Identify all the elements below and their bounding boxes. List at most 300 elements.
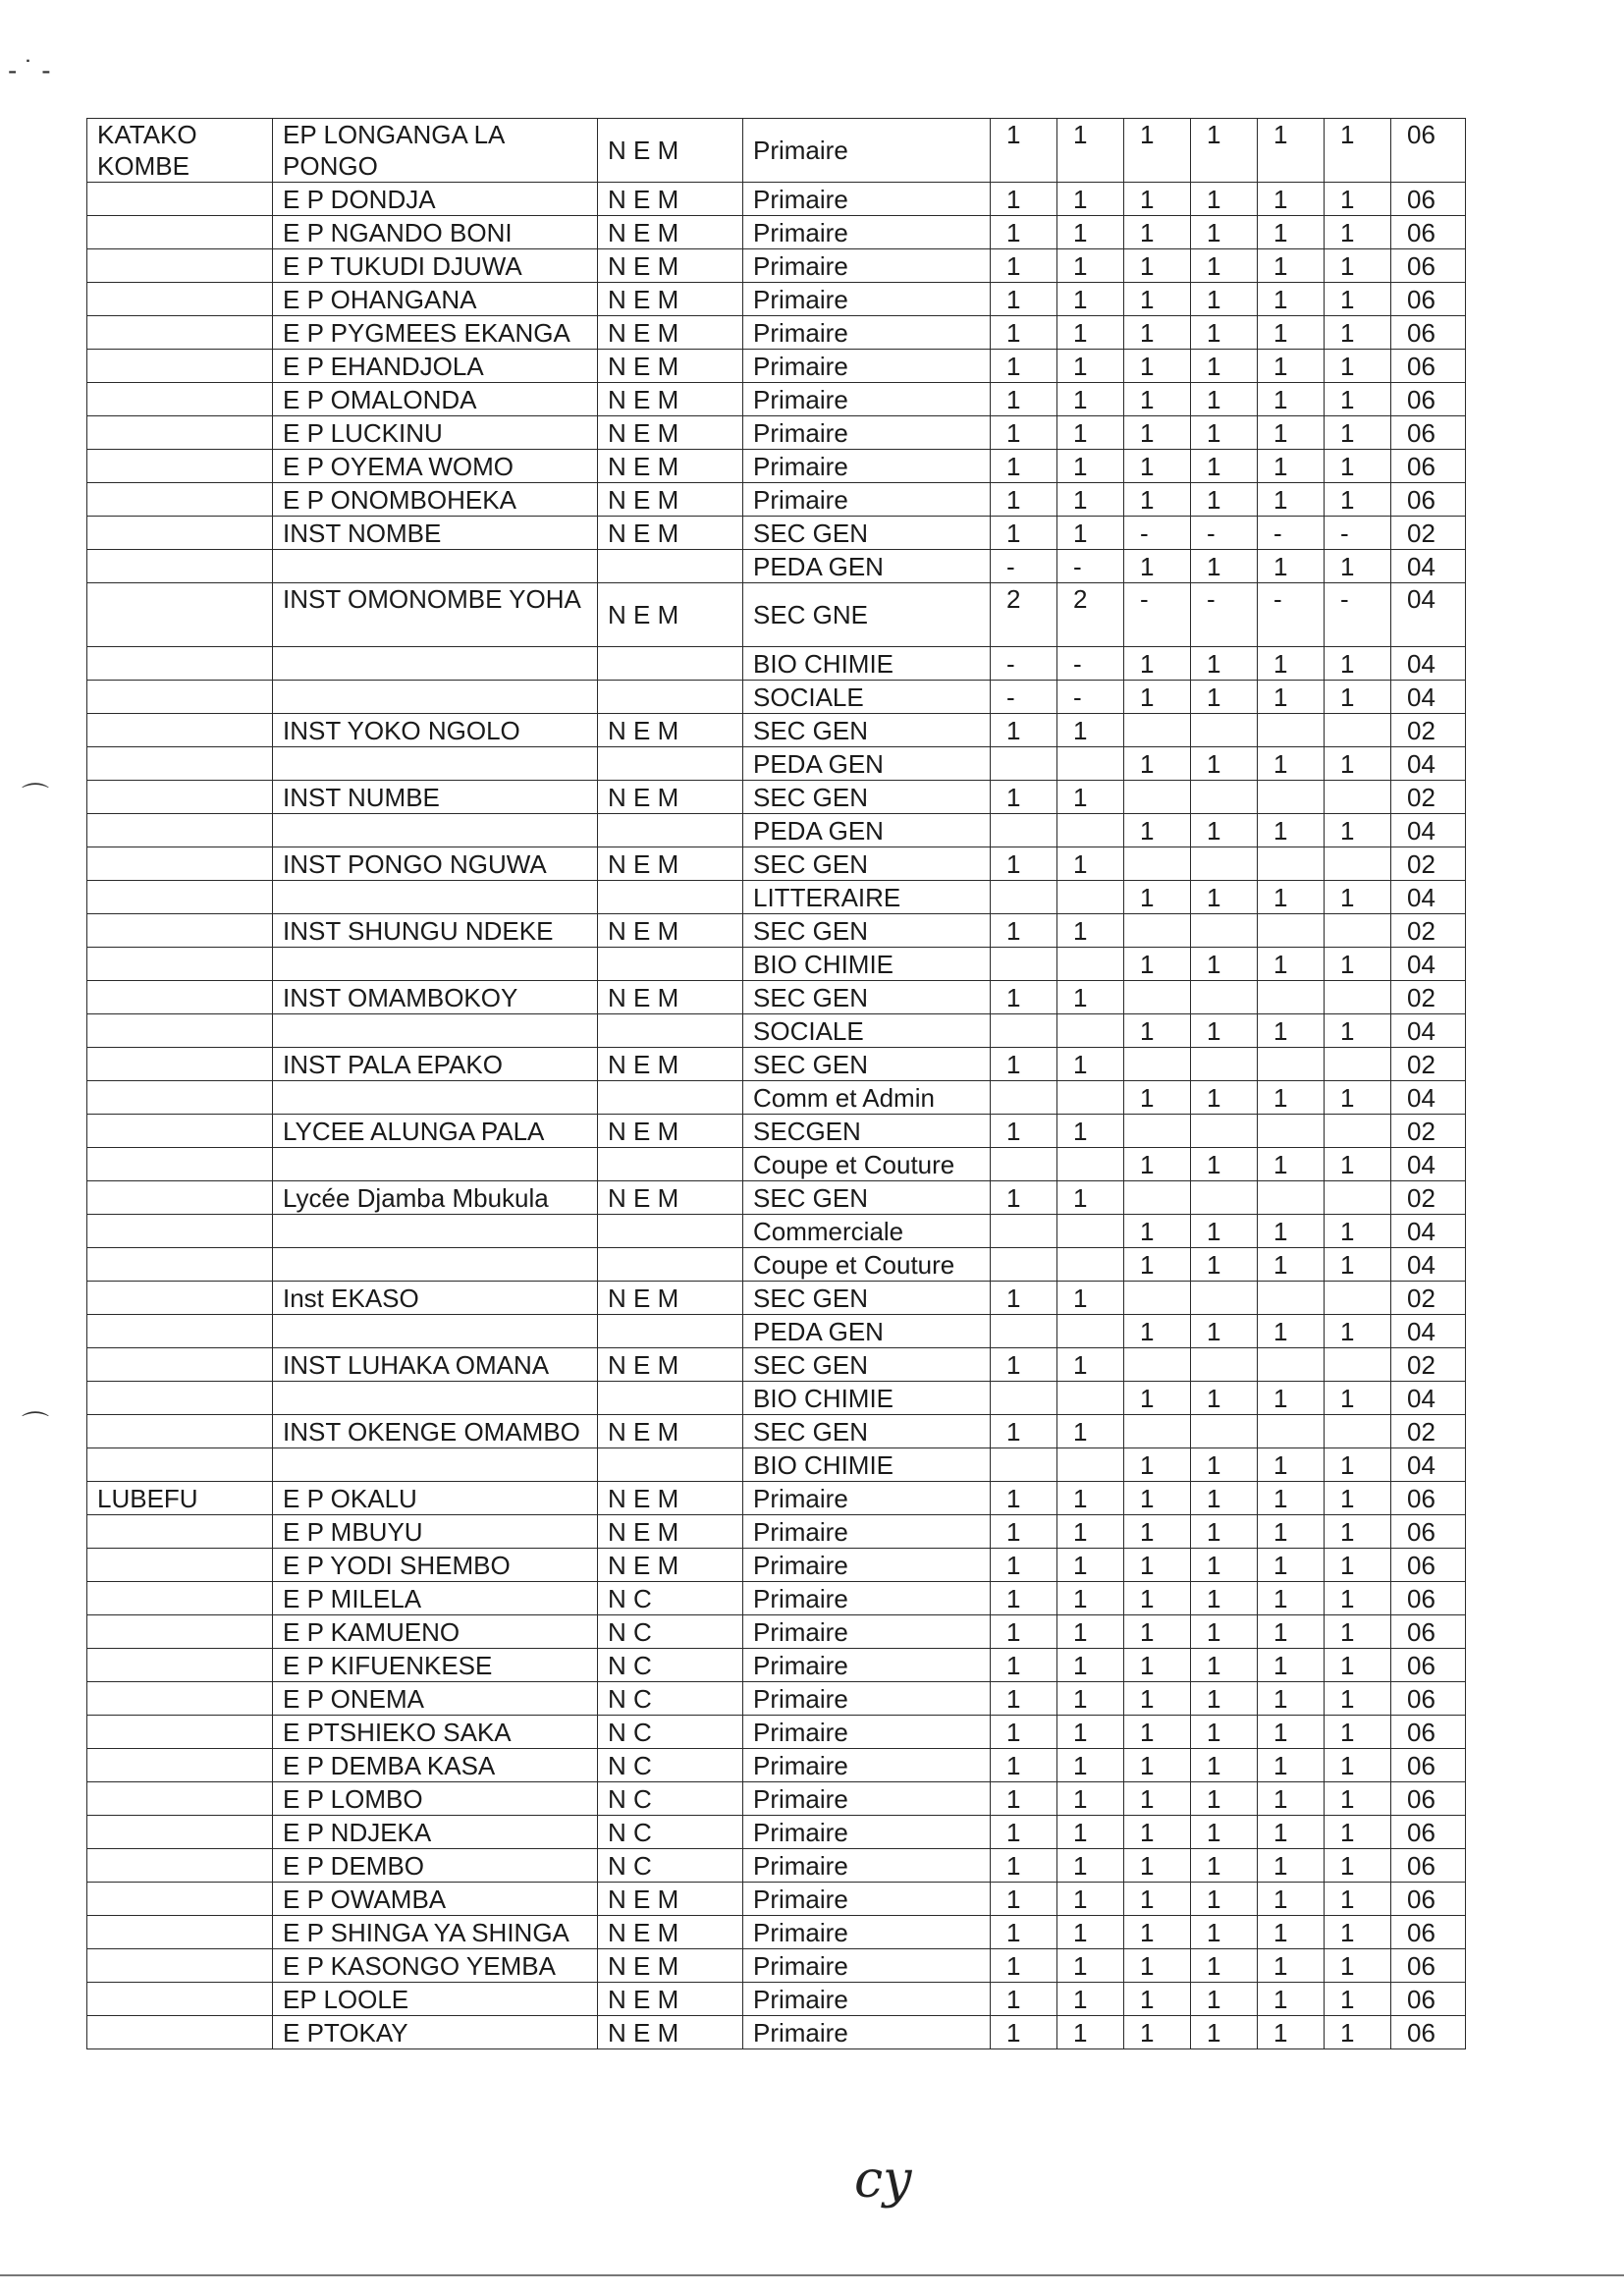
school-cell: INST LUHAKA OMANA <box>273 1348 598 1382</box>
table-row <box>87 781 1466 814</box>
class-count-cell: 1 <box>1191 316 1258 350</box>
school-cell: INST OMAMBOKOY <box>273 981 598 1014</box>
class-count-cell: 1 <box>1191 483 1258 517</box>
class-count-cell: 1 <box>1325 1482 1391 1515</box>
total-cell: 04 <box>1391 1382 1466 1415</box>
class-count-cell: 1 <box>1258 483 1325 517</box>
section-cell: SEC GEN <box>743 781 991 814</box>
class-count-cell: 1 <box>1057 249 1124 283</box>
class-count-cell: 1 <box>1191 647 1258 681</box>
zone-cell <box>87 1415 273 1448</box>
class-count-cell: 1 <box>1057 1916 1124 1949</box>
class-count-cell: 1 <box>1325 483 1391 517</box>
class-count-cell: 1 <box>1191 383 1258 416</box>
class-count-cell: 1 <box>1124 450 1191 483</box>
total-cell: 04 <box>1391 681 1466 714</box>
section-cell: Primaire <box>743 1682 991 1716</box>
class-count-cell: 1 <box>1124 119 1191 183</box>
class-count-cell: 1 <box>1124 1248 1191 1282</box>
table-row <box>87 350 1466 383</box>
network-cell: N E M <box>598 914 743 948</box>
zone-cell <box>87 1348 273 1382</box>
class-count-cell: 1 <box>1057 183 1124 216</box>
class-count-cell: 1 <box>1325 1549 1391 1582</box>
margin-scan-mark: ⌒ <box>22 1410 50 1441</box>
class-count-cell: 1 <box>991 2016 1057 2049</box>
class-count-cell <box>1325 1415 1391 1448</box>
class-count-cell: 1 <box>1325 1682 1391 1716</box>
zone-cell <box>87 2016 273 2049</box>
network-cell: N E M <box>598 781 743 814</box>
class-count-cell: 1 <box>1057 316 1124 350</box>
network-cell: N E M <box>598 1515 743 1549</box>
section-cell: SOCIALE <box>743 1014 991 1048</box>
total-cell: 02 <box>1391 1282 1466 1315</box>
class-count-cell: 1 <box>1258 1549 1325 1582</box>
total-cell: 04 <box>1391 1248 1466 1282</box>
class-count-cell: 1 <box>1124 1014 1191 1048</box>
zone-cell <box>87 1716 273 1749</box>
section-cell: PEDA GEN <box>743 550 991 583</box>
class-count-cell: 1 <box>1258 1382 1325 1415</box>
class-count-cell: 1 <box>1057 1515 1124 1549</box>
class-count-cell: 1 <box>991 1916 1057 1949</box>
network-cell: N E M <box>598 1115 743 1148</box>
class-count-cell: 1 <box>1258 183 1325 216</box>
class-count-cell: 1 <box>1191 747 1258 781</box>
class-count-cell <box>1057 948 1124 981</box>
total-cell: 04 <box>1391 814 1466 847</box>
school-cell <box>273 1014 598 1048</box>
table-row <box>87 847 1466 881</box>
school-cell <box>273 1148 598 1181</box>
class-count-cell: 1 <box>1191 1649 1258 1682</box>
class-count-cell <box>1191 1115 1258 1148</box>
class-count-cell: 1 <box>1191 1248 1258 1282</box>
school-cell: E P OWAMBA <box>273 1883 598 1916</box>
network-cell: N E M <box>598 249 743 283</box>
class-count-cell: 1 <box>1191 1682 1258 1716</box>
class-count-cell <box>1325 781 1391 814</box>
total-cell: 06 <box>1391 2016 1466 2049</box>
school-cell <box>273 747 598 781</box>
class-count-cell: 1 <box>991 1415 1057 1448</box>
class-count-cell: 1 <box>991 714 1057 747</box>
total-cell: 06 <box>1391 1482 1466 1515</box>
class-count-cell: 1 <box>1191 1816 1258 1849</box>
zone-cell <box>87 249 273 283</box>
class-count-cell: 1 <box>1057 1983 1124 2016</box>
class-count-cell <box>1057 747 1124 781</box>
section-cell: BIO CHIMIE <box>743 1448 991 1482</box>
zone-cell <box>87 847 273 881</box>
class-count-cell <box>1124 1048 1191 1081</box>
zone-cell <box>87 1181 273 1215</box>
section-cell: Primaire <box>743 249 991 283</box>
class-count-cell: 1 <box>1325 2016 1391 2049</box>
class-count-cell: 1 <box>1124 183 1191 216</box>
class-count-cell <box>1325 1181 1391 1215</box>
total-cell: 06 <box>1391 1949 1466 1983</box>
class-count-cell: 1 <box>1325 1615 1391 1649</box>
class-count-cell: 1 <box>1124 1883 1191 1916</box>
network-cell <box>598 647 743 681</box>
school-cell: E P NDJEKA <box>273 1816 598 1849</box>
total-cell: 04 <box>1391 1148 1466 1181</box>
total-cell: 06 <box>1391 350 1466 383</box>
total-cell: 06 <box>1391 1515 1466 1549</box>
school-cell: Inst EKASO <box>273 1282 598 1315</box>
zone-cell <box>87 781 273 814</box>
table-body <box>87 119 1466 2049</box>
class-count-cell <box>1057 1215 1124 1248</box>
table-row <box>87 1716 1466 1749</box>
network-cell <box>598 1081 743 1115</box>
table-row <box>87 681 1466 714</box>
class-count-cell: 1 <box>1057 714 1124 747</box>
class-count-cell: 1 <box>991 216 1057 249</box>
table-row <box>87 316 1466 350</box>
table-row <box>87 1048 1466 1081</box>
zone-cell <box>87 517 273 550</box>
network-cell <box>598 1248 743 1282</box>
class-count-cell: 1 <box>1057 1716 1124 1749</box>
class-count-cell: 1 <box>1325 814 1391 847</box>
class-count-cell: 1 <box>1191 681 1258 714</box>
network-cell <box>598 1448 743 1482</box>
class-count-cell: 1 <box>1258 416 1325 450</box>
class-count-cell: 1 <box>991 1782 1057 1816</box>
zone-cell: KATAKO KOMBE <box>87 119 273 183</box>
class-count-cell: 1 <box>1057 1816 1124 1849</box>
total-cell: 06 <box>1391 183 1466 216</box>
class-count-cell: 1 <box>1258 450 1325 483</box>
total-cell: 02 <box>1391 1048 1466 1081</box>
class-count-cell: 1 <box>1258 1816 1325 1849</box>
class-count-cell: 1 <box>1057 1849 1124 1883</box>
class-count-cell: 1 <box>1124 1215 1191 1248</box>
zone-cell <box>87 1615 273 1649</box>
section-cell: SEC GNE <box>743 583 991 647</box>
school-cell: E P LUCKINU <box>273 416 598 450</box>
school-cell: E P OMALONDA <box>273 383 598 416</box>
section-cell: PEDA GEN <box>743 814 991 847</box>
table-row <box>87 1215 1466 1248</box>
class-count-cell: 1 <box>1258 1014 1325 1048</box>
class-count-cell: 1 <box>1124 1749 1191 1782</box>
class-count-cell <box>1191 1048 1258 1081</box>
zone-cell <box>87 1782 273 1816</box>
zone-cell <box>87 1014 273 1048</box>
class-count-cell: 1 <box>991 316 1057 350</box>
class-count-cell <box>991 881 1057 914</box>
zone-cell <box>87 183 273 216</box>
network-cell: N E M <box>598 450 743 483</box>
zone-cell <box>87 483 273 517</box>
network-cell <box>598 681 743 714</box>
section-cell: SEC GEN <box>743 1282 991 1315</box>
network-cell: N E M <box>598 517 743 550</box>
zone-cell <box>87 1883 273 1916</box>
class-count-cell: 1 <box>1124 1816 1191 1849</box>
section-cell: Primaire <box>743 216 991 249</box>
network-cell <box>598 550 743 583</box>
class-count-cell: - <box>1258 517 1325 550</box>
class-count-cell: - <box>1057 681 1124 714</box>
zone-cell <box>87 1682 273 1716</box>
table-row <box>87 1883 1466 1916</box>
school-cell: E P DONDJA <box>273 183 598 216</box>
school-cell <box>273 1382 598 1415</box>
class-count-cell <box>1057 1315 1124 1348</box>
table-row <box>87 383 1466 416</box>
class-count-cell: 1 <box>1258 1949 1325 1983</box>
school-cell: E P OYEMA WOMO <box>273 450 598 483</box>
class-count-cell: 1 <box>991 1549 1057 1582</box>
class-count-cell: 1 <box>1057 216 1124 249</box>
class-count-cell: 1 <box>1191 119 1258 183</box>
table-row <box>87 1549 1466 1582</box>
class-count-cell: 1 <box>1191 550 1258 583</box>
class-count-cell: 1 <box>1325 1949 1391 1983</box>
network-cell: N E M <box>598 583 743 647</box>
network-cell: N C <box>598 1816 743 1849</box>
class-count-cell: 2 <box>991 583 1057 647</box>
class-count-cell: 1 <box>1258 1749 1325 1782</box>
section-cell: Primaire <box>743 1849 991 1883</box>
class-count-cell: 1 <box>991 483 1057 517</box>
class-count-cell: 1 <box>1258 681 1325 714</box>
class-count-cell: - <box>1325 583 1391 647</box>
class-count-cell <box>1258 714 1325 747</box>
class-count-cell: 1 <box>991 847 1057 881</box>
total-cell: 04 <box>1391 1315 1466 1348</box>
class-count-cell: 1 <box>1191 1482 1258 1515</box>
class-count-cell: 1 <box>1057 450 1124 483</box>
school-cell: E P OHANGANA <box>273 283 598 316</box>
section-cell: Primaire <box>743 350 991 383</box>
class-count-cell: 1 <box>1124 316 1191 350</box>
class-count-cell: 1 <box>1325 1148 1391 1181</box>
class-count-cell: 1 <box>991 1682 1057 1716</box>
class-count-cell: 1 <box>991 1716 1057 1749</box>
total-cell: 06 <box>1391 283 1466 316</box>
class-count-cell: 1 <box>1124 283 1191 316</box>
table-row <box>87 2016 1466 2049</box>
school-cell: E P PYGMEES EKANGA <box>273 316 598 350</box>
school-cell: INST NOMBE <box>273 517 598 550</box>
table-row <box>87 1115 1466 1148</box>
school-cell: E P NGANDO BONI <box>273 216 598 249</box>
class-count-cell <box>991 1014 1057 1048</box>
class-count-cell <box>1124 1181 1191 1215</box>
table-row <box>87 249 1466 283</box>
school-cell: INST YOKO NGOLO <box>273 714 598 747</box>
zone-cell <box>87 316 273 350</box>
school-cell: EP LOOLE <box>273 1983 598 2016</box>
network-cell <box>598 1382 743 1415</box>
total-cell: 02 <box>1391 714 1466 747</box>
total-cell: 04 <box>1391 1081 1466 1115</box>
zone-cell <box>87 1582 273 1615</box>
network-cell <box>598 881 743 914</box>
class-count-cell: 1 <box>1057 781 1124 814</box>
class-count-cell: 1 <box>1191 1615 1258 1649</box>
network-cell <box>598 1148 743 1181</box>
class-count-cell <box>991 1315 1057 1348</box>
class-count-cell: 1 <box>1124 1315 1191 1348</box>
schools-table <box>86 118 1466 2049</box>
school-cell: E P DEMBA KASA <box>273 1749 598 1782</box>
total-cell: 04 <box>1391 550 1466 583</box>
class-count-cell <box>1325 1048 1391 1081</box>
class-count-cell: 1 <box>1325 1081 1391 1115</box>
network-cell: N E M <box>598 350 743 383</box>
section-cell: Primaire <box>743 450 991 483</box>
class-count-cell <box>1258 1181 1325 1215</box>
class-count-cell <box>1191 1181 1258 1215</box>
class-count-cell: 1 <box>1057 847 1124 881</box>
class-count-cell: 1 <box>1057 1582 1124 1615</box>
class-count-cell: - <box>1057 550 1124 583</box>
class-count-cell: 1 <box>1258 1883 1325 1916</box>
section-cell: LITTERAIRE <box>743 881 991 914</box>
table-row <box>87 450 1466 483</box>
total-cell: 02 <box>1391 517 1466 550</box>
section-cell: Comm et Admin <box>743 1081 991 1115</box>
class-count-cell <box>991 1448 1057 1482</box>
margin-scan-mark: ‐ ˙ ‑ <box>8 55 51 85</box>
section-cell: Primaire <box>743 1749 991 1782</box>
class-count-cell <box>1057 814 1124 847</box>
class-count-cell: - <box>1124 517 1191 550</box>
class-count-cell: 1 <box>1191 1883 1258 1916</box>
class-count-cell: 2 <box>1057 583 1124 647</box>
table-row <box>87 216 1466 249</box>
table-row <box>87 948 1466 981</box>
class-count-cell: 1 <box>1057 1115 1124 1148</box>
school-cell: E P SHINGA YA SHINGA <box>273 1916 598 1949</box>
zone-cell <box>87 1282 273 1315</box>
class-count-cell <box>1057 1382 1124 1415</box>
table-row <box>87 517 1466 550</box>
class-count-cell <box>991 1382 1057 1415</box>
class-count-cell: 1 <box>1325 1515 1391 1549</box>
class-count-cell <box>1325 1115 1391 1148</box>
class-count-cell: 1 <box>1325 1248 1391 1282</box>
total-cell: 04 <box>1391 1014 1466 1048</box>
school-cell <box>273 681 598 714</box>
class-count-cell: 1 <box>1325 1582 1391 1615</box>
class-count-cell: 1 <box>1325 1448 1391 1482</box>
table-row <box>87 1482 1466 1515</box>
class-count-cell: 1 <box>991 1949 1057 1983</box>
total-cell: 02 <box>1391 1181 1466 1215</box>
class-count-cell: 1 <box>1124 2016 1191 2049</box>
class-count-cell: 1 <box>1124 1916 1191 1949</box>
zone-cell <box>87 1215 273 1248</box>
class-count-cell: 1 <box>991 249 1057 283</box>
zone-cell <box>87 1916 273 1949</box>
network-cell: N E M <box>598 1048 743 1081</box>
school-cell <box>273 1315 598 1348</box>
table-row <box>87 881 1466 914</box>
class-count-cell: - <box>1325 517 1391 550</box>
class-count-cell: 1 <box>1191 416 1258 450</box>
class-count-cell: 1 <box>991 119 1057 183</box>
class-count-cell: 1 <box>1258 1482 1325 1515</box>
class-count-cell: 1 <box>1191 1515 1258 1549</box>
zone-cell: LUBEFU <box>87 1482 273 1515</box>
class-count-cell <box>1057 1248 1124 1282</box>
class-count-cell: 1 <box>991 1282 1057 1315</box>
total-cell: 02 <box>1391 1115 1466 1148</box>
table-row <box>87 1415 1466 1448</box>
class-count-cell: 1 <box>1124 681 1191 714</box>
network-cell <box>598 814 743 847</box>
class-count-cell: 1 <box>1258 550 1325 583</box>
class-count-cell: 1 <box>1191 1716 1258 1749</box>
class-count-cell <box>1325 847 1391 881</box>
zone-cell <box>87 550 273 583</box>
class-count-cell: 1 <box>991 1482 1057 1515</box>
table-row <box>87 1448 1466 1482</box>
class-count-cell: 1 <box>1124 483 1191 517</box>
class-count-cell: 1 <box>1124 1148 1191 1181</box>
class-count-cell: 1 <box>1325 1782 1391 1816</box>
network-cell: N E M <box>598 1883 743 1916</box>
class-count-cell: 1 <box>1191 1148 1258 1181</box>
class-count-cell: 1 <box>1258 1582 1325 1615</box>
class-count-cell: 1 <box>1325 1382 1391 1415</box>
class-count-cell <box>1325 981 1391 1014</box>
table-row <box>87 1983 1466 2016</box>
class-count-cell: 1 <box>991 1883 1057 1916</box>
class-count-cell: 1 <box>1258 814 1325 847</box>
class-count-cell <box>991 1148 1057 1181</box>
total-cell: 06 <box>1391 450 1466 483</box>
class-count-cell <box>1191 981 1258 1014</box>
zone-cell <box>87 1549 273 1582</box>
network-cell: N E M <box>598 1916 743 1949</box>
total-cell: 06 <box>1391 1549 1466 1582</box>
class-count-cell: 1 <box>1325 1649 1391 1682</box>
network-cell: N E M <box>598 981 743 1014</box>
total-cell: 06 <box>1391 1916 1466 1949</box>
class-count-cell: 1 <box>1325 747 1391 781</box>
margin-scan-mark: ⌒ <box>22 782 50 812</box>
class-count-cell: 1 <box>1325 1883 1391 1916</box>
zone-cell <box>87 981 273 1014</box>
school-cell: INST OMONOMBE YOHA <box>273 583 598 647</box>
class-count-cell <box>1191 1415 1258 1448</box>
network-cell: N E M <box>598 847 743 881</box>
table-row <box>87 814 1466 847</box>
class-count-cell: 1 <box>1258 350 1325 383</box>
total-cell: 04 <box>1391 881 1466 914</box>
school-cell: E PTSHIEKO SAKA <box>273 1716 598 1749</box>
zone-cell <box>87 583 273 647</box>
school-cell: E P ONEMA <box>273 1682 598 1716</box>
network-cell <box>598 1014 743 1048</box>
class-count-cell <box>1191 714 1258 747</box>
class-count-cell: 1 <box>1258 1716 1325 1749</box>
network-cell: N E M <box>598 183 743 216</box>
class-count-cell: 1 <box>1191 216 1258 249</box>
zone-cell <box>87 1949 273 1983</box>
section-cell: SEC GEN <box>743 1048 991 1081</box>
zone-cell <box>87 1983 273 2016</box>
